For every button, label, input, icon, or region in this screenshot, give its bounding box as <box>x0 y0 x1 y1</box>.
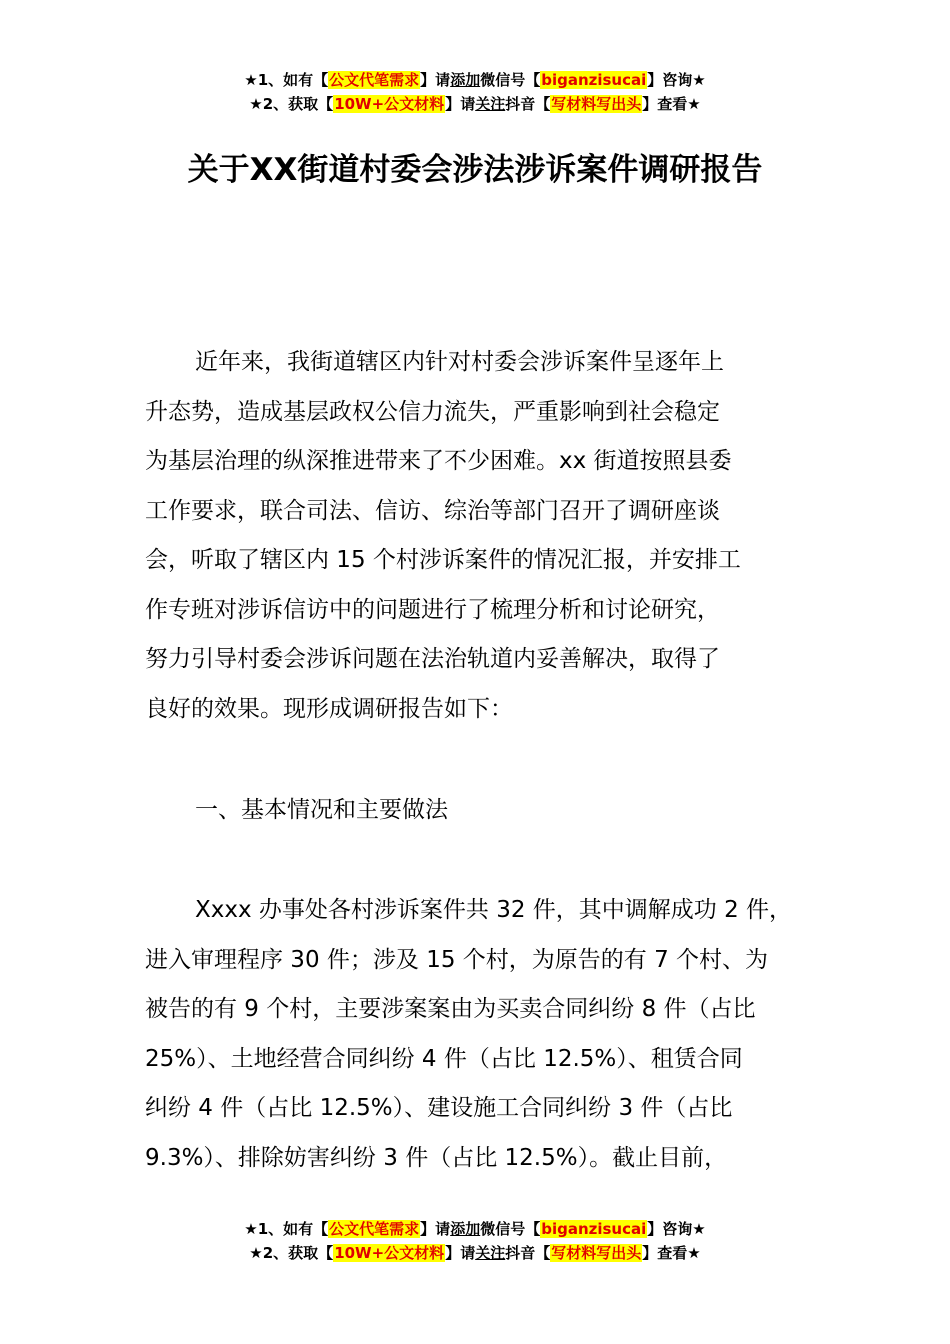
banner-line-1 <box>0 68 950 92</box>
footer-banner <box>0 1217 950 1265</box>
banner-text: ★1、如有【 <box>244 1220 329 1238</box>
paragraph-line: 近年来，我街道辖区内针对村委会涉诉案件呈逐年上 <box>195 349 724 375</box>
document-title: 关于XX街道村委会涉法涉诉案件调研报告 <box>187 152 763 188</box>
paragraph-line: 25%）、土地经营合同纠纷 4 件（占比 12.5%）、租赁合同 <box>145 1045 743 1072</box>
banner-underlined: 添加 <box>450 1220 481 1238</box>
banner-line-1 <box>0 1217 950 1241</box>
banner-douyin-id: 写材料写出头 <box>551 1244 642 1262</box>
banner-highlight: 10W+公文材料 <box>334 1244 445 1262</box>
banner-text: 微信号【 <box>480 1220 541 1238</box>
paragraph-line: 被告的有 9 个村，主要涉案案由为买卖合同纠纷 8 件（占比 <box>145 996 756 1022</box>
banner-text: ★2、获取【 <box>249 1244 334 1262</box>
banner-text: 】请 <box>445 1244 476 1262</box>
paragraph-line: Xxxx 办事处各村涉诉案件共 32 件，其中调解成功 2 件， <box>195 897 793 923</box>
banner-text: 】查看★ <box>642 1244 701 1262</box>
header-banner <box>0 68 950 116</box>
banner-text: 】查看★ <box>642 95 701 113</box>
section-paragraph <box>145 886 815 1183</box>
banner-text: 】请 <box>445 95 476 113</box>
paragraph-line: 为基层治理的纵深推进带来了不少困难。xx 街道按照县委 <box>145 448 732 474</box>
banner-text: 微信号【 <box>480 71 541 89</box>
banner-underlined: 关注 <box>475 95 506 113</box>
paragraph-line: 会，听取了辖区内 15 个村涉诉案件的情况汇报，并安排工 <box>145 547 741 573</box>
banner-underlined: 添加 <box>450 71 481 89</box>
banner-text: 抖音【 <box>505 1244 551 1262</box>
paragraph-line: 良好的效果。现形成调研报告如下： <box>145 695 513 722</box>
banner-douyin-id: 写材料写出头 <box>551 95 642 113</box>
section-heading-text: 一、基本情况和主要做法 <box>195 797 448 823</box>
banner-text: 】咨询★ <box>647 1220 706 1238</box>
paragraph-line: 纠纷 4 件（占比 12.5%）、建设施工合同纠纷 3 件（占比 <box>145 1095 733 1121</box>
paragraph-line: 升态势，造成基层政权公信力流失，严重影响到社会稳定 <box>145 398 720 425</box>
banner-line-2 <box>0 1241 950 1265</box>
banner-text: 】咨询★ <box>647 71 706 89</box>
banner-highlight: 公文代笔需求 <box>329 71 420 89</box>
paragraph-line: 9.3%）、排除妨害纠纷 3 件（占比 12.5%）。截止目前， <box>145 1144 728 1171</box>
banner-highlight: 公文代笔需求 <box>329 1220 420 1238</box>
banner-text: 抖音【 <box>505 95 551 113</box>
paragraph-line: 作专班对涉诉信访中的问题进行了梳理分析和讨论研究， <box>145 596 720 623</box>
banner-wechat-id: biganzisucai <box>541 71 647 89</box>
banner-wechat-id: biganzisucai <box>541 1220 647 1238</box>
paragraph-line: 努力引导村委会涉诉问题在法治轨道内妥善解决，取得了 <box>145 646 720 672</box>
banner-text: ★2、获取【 <box>249 95 334 113</box>
banner-text: 】请 <box>420 1220 451 1238</box>
paragraph-line: 工作要求，联合司法、信访、综治等部门召开了调研座谈 <box>145 497 720 524</box>
banner-underlined: 关注 <box>475 1244 506 1262</box>
section-heading <box>145 786 815 836</box>
paragraph-line: 进入审理程序 30 件；涉及 15 个村，为原告的有 7 个村、为 <box>145 946 769 973</box>
banner-highlight: 10W+公文材料 <box>334 95 445 113</box>
banner-line-2 <box>0 92 950 116</box>
banner-text: ★1、如有【 <box>244 71 329 89</box>
intro-paragraph <box>145 338 815 734</box>
banner-text: 】请 <box>420 71 451 89</box>
